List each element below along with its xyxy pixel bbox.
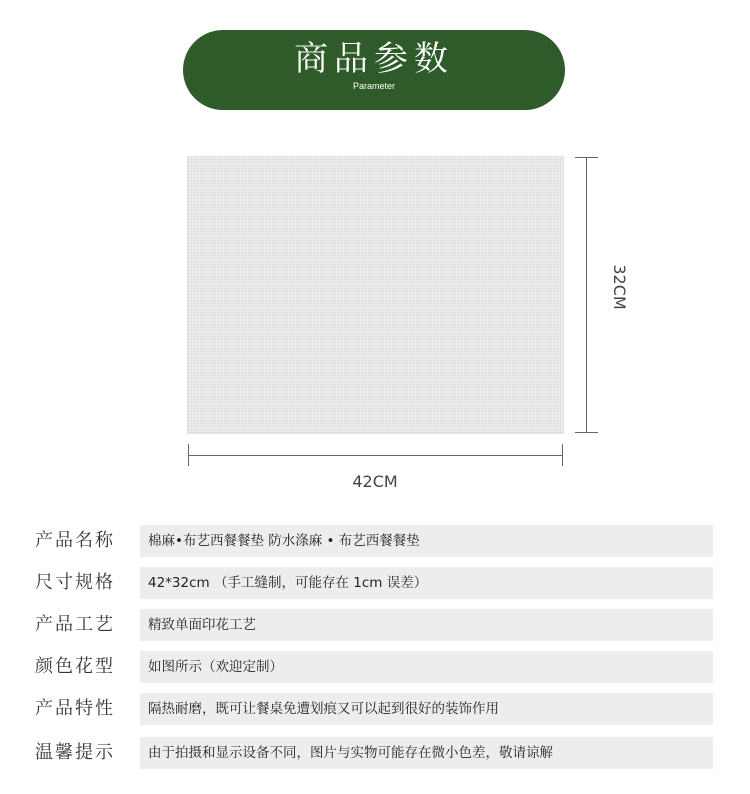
param-row-size — [0, 567, 750, 599]
width-dimension-line — [188, 455, 563, 456]
param-row-craft — [0, 609, 750, 641]
width-dimension-cap-left — [188, 444, 189, 466]
param-value: 42*32cm （手工缝制，可能存在 1cm 误差） — [140, 567, 713, 599]
height-dimension-cap-bottom — [575, 432, 598, 433]
param-value: 精致单面印花工艺 — [140, 609, 713, 641]
param-key: 产品工艺 — [35, 614, 115, 635]
header-subtitle: Parameter — [352, 81, 396, 91]
height-dimension-label: 32CM — [610, 264, 629, 310]
param-value: 隔热耐磨，既可让餐桌免遭划痕又可以起到很好的装饰作用 — [140, 693, 713, 725]
param-key: 颜色花型 — [35, 656, 115, 677]
param-row-color-pattern — [0, 651, 750, 683]
param-key: 温馨提示 — [35, 742, 115, 763]
header-banner — [183, 30, 565, 110]
param-key: 产品特性 — [35, 698, 115, 719]
param-key: 尺寸规格 — [35, 572, 115, 593]
param-value: 棉麻•布艺西餐餐垫 防水涤麻 • 布艺西餐餐垫 — [140, 525, 713, 557]
product-image-placemat — [188, 157, 563, 433]
width-dimension-label: 42CM — [352, 472, 398, 491]
width-dimension-cap-right — [562, 444, 563, 466]
height-dimension-cap-top — [575, 157, 598, 158]
param-value: 如图所示（欢迎定制） — [140, 651, 713, 683]
param-row-name — [0, 525, 750, 557]
param-key: 产品名称 — [35, 530, 115, 551]
param-row-notice — [0, 737, 750, 769]
height-dimension-line — [586, 157, 587, 433]
param-value: 由于拍摄和显示设备不同，图片与实物可能存在微小色差，敬请谅解 — [140, 737, 713, 769]
header-title: 商品参数 — [294, 39, 454, 79]
param-row-features — [0, 693, 750, 725]
